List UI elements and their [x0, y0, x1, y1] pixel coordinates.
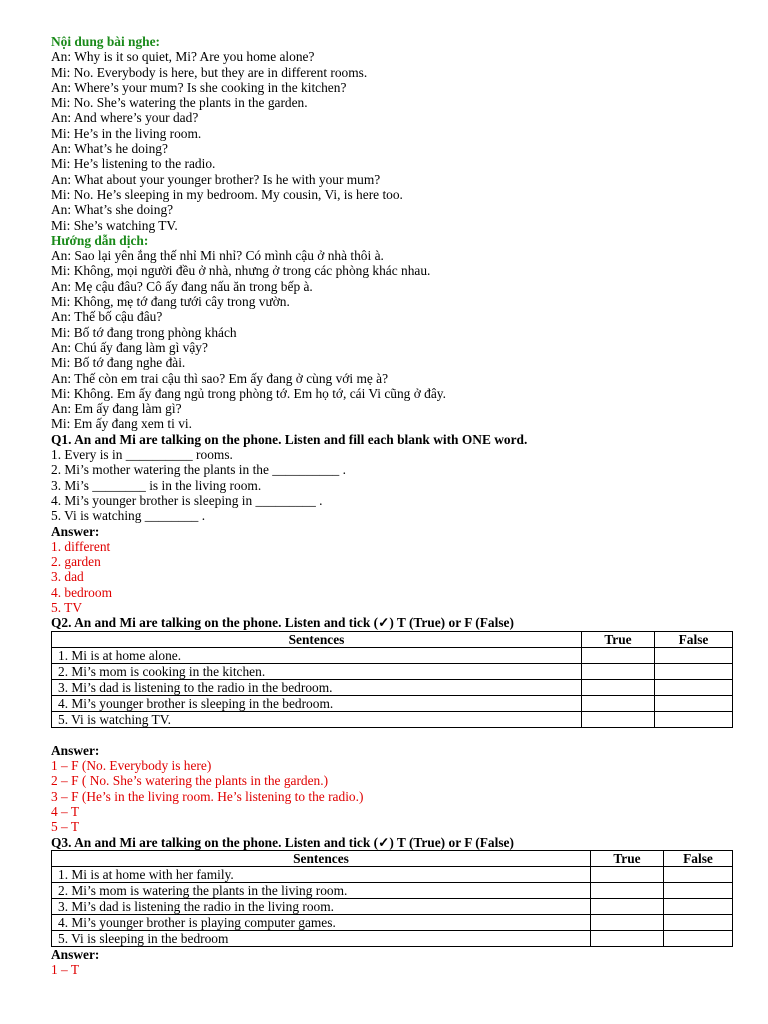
- sentence-cell: 4. Mi’s younger brother is sleeping in the bedroom.: [52, 695, 582, 711]
- transcript-line: Mi: He’s listening to the radio.: [51, 156, 216, 172]
- translation-line: Mi: Em ấy đang xem ti vi.: [51, 416, 192, 432]
- sentence-cell: 3. Mi’s dad is listening to the radio in the bedroom.: [52, 679, 582, 695]
- q1-answers: [51, 539, 733, 615]
- transcript-line: Mi: He’s in the living room.: [51, 125, 202, 141]
- transcript-line: An: What’s he doing?: [51, 141, 168, 157]
- transcript-line: Mi: No. He’s sleeping in my bedroom. My cousin, Vi, is here too.: [51, 186, 403, 202]
- q1-item: 4. Mi’s younger brother is sleeping in _________ .: [51, 492, 323, 508]
- translation-line: An: Thế còn em trai cậu thì sao? Em ấy đang ở cùng với mẹ à?: [51, 370, 389, 386]
- table-header-row: [52, 631, 733, 647]
- header-sentences: Sentences: [52, 631, 582, 647]
- false-cell[interactable]: [655, 695, 733, 711]
- header-true: True: [582, 631, 655, 647]
- header-sentences: Sentences: [52, 850, 591, 866]
- false-cell[interactable]: [655, 663, 733, 679]
- false-cell[interactable]: [664, 898, 733, 914]
- q2-answer: 4 – T: [51, 804, 80, 820]
- sentence-cell: 4. Mi’s younger brother is playing computer games.: [52, 914, 591, 930]
- q1-answer: 5. TV: [51, 599, 82, 615]
- false-cell[interactable]: [664, 882, 733, 898]
- false-cell[interactable]: [655, 647, 733, 663]
- q2-answer-label: Answer:: [51, 742, 100, 758]
- q3-table: [51, 850, 733, 947]
- sentence-cell: 2. Mi’s mom is watering the plants in the living room.: [52, 882, 591, 898]
- transcript-line: An: What about your younger brother? Is he with your mum?: [51, 171, 381, 187]
- transcript-line: An: And where’s your dad?: [51, 110, 199, 126]
- header-true: True: [591, 850, 664, 866]
- table-row: [52, 914, 733, 930]
- transcript-line: An: Where’s your mum? Is she cooking in the kitchen?: [51, 79, 347, 95]
- translation-line: An: Sao lại yên ắng thế nhỉ Mi nhỉ? Có mình cậu ở nhà thôi à.: [51, 248, 384, 264]
- translation-line: Mi: Bố tớ đang nghe đài.: [51, 355, 186, 371]
- q1-item: 2. Mi’s mother watering the plants in the __________ .: [51, 462, 346, 478]
- translation-line: Mi: Không, mọi người đều ở nhà, nhưng ở trong các phòng khác nhau.: [51, 263, 431, 279]
- document-page: [51, 34, 733, 978]
- sentence-cell: 3. Mi’s dad is listening the radio in the living room.: [52, 898, 591, 914]
- translation: [51, 248, 733, 432]
- true-cell[interactable]: [582, 663, 655, 679]
- false-cell[interactable]: [664, 930, 733, 946]
- sentence-cell: 1. Mi is at home with her family.: [52, 866, 591, 882]
- q2-answer: 1 – F (No. Everybody is here): [51, 758, 212, 774]
- translation-line: An: Em ấy đang làm gì?: [51, 401, 182, 417]
- table-row: [52, 647, 733, 663]
- sentence-cell: 5. Vi is watching TV.: [52, 711, 582, 727]
- table-row: [52, 695, 733, 711]
- translation-line: Mi: Không, mẹ tớ đang tưới cây trong vườn.: [51, 294, 290, 310]
- translation-line: Mi: Không. Em ấy đang ngủ trong phòng tớ. Em họ tớ, cái Vi cũng ở đây.: [51, 385, 446, 401]
- true-cell[interactable]: [591, 930, 664, 946]
- header-false: False: [664, 850, 733, 866]
- true-cell[interactable]: [591, 898, 664, 914]
- q3-answer-label: Answer:: [51, 946, 100, 962]
- q1-answer-label: Answer:: [51, 523, 100, 539]
- transcript-heading: Nội dung bài nghe:: [51, 34, 161, 49]
- q2-answers: [51, 758, 733, 834]
- q1-item: 1. Every is in __________ rooms.: [51, 447, 233, 463]
- true-cell[interactable]: [591, 914, 664, 930]
- q1-item: 3. Mi’s ________ is in the living room.: [51, 477, 262, 493]
- q3-answers: [51, 962, 733, 977]
- table-row: [52, 663, 733, 679]
- translation-line: Mi: Bố tớ đang trong phòng khách: [51, 324, 237, 340]
- transcript: [51, 49, 733, 233]
- table-row: [52, 711, 733, 727]
- q2-table: [51, 631, 733, 728]
- q1-answer: 1. different: [51, 538, 111, 554]
- translation-line: An: Thế bố cậu đâu?: [51, 309, 163, 325]
- false-cell[interactable]: [655, 711, 733, 727]
- table-row: [52, 866, 733, 882]
- q2-answer: 3 – F (He’s in the living room. He’s listening to the radio.): [51, 788, 364, 804]
- sentence-cell: 5. Vi is sleeping in the bedroom: [52, 930, 591, 946]
- header-false: False: [655, 631, 733, 647]
- transcript-line: An: What’s she doing?: [51, 202, 174, 218]
- spacer: [51, 728, 733, 743]
- transcript-line: Mi: No. She’s watering the plants in the garden.: [51, 95, 308, 111]
- translation-heading: Hướng dẫn dịch:: [51, 232, 149, 248]
- translation-line: An: Mẹ cậu đâu? Cô ấy đang nấu ăn trong bếp à.: [51, 278, 313, 294]
- q1-title: Q1. An and Mi are talking on the phone. Listen and fill each blank with ONE word.: [51, 431, 528, 447]
- table-row: [52, 882, 733, 898]
- table-header-row: [52, 850, 733, 866]
- q2-answer: 2 – F ( No. She’s watering the plants in the garden.): [51, 773, 329, 789]
- q2-answer: 5 – T: [51, 819, 80, 835]
- q3-title: Q3. An and Mi are talking on the phone. Listen and tick (✓) T (True) or F (False): [51, 834, 514, 850]
- q1-answer: 4. bedroom: [51, 584, 112, 600]
- table-row: [52, 679, 733, 695]
- transcript-line: Mi: She’s watching TV.: [51, 217, 178, 233]
- q1-answer: 2. garden: [51, 554, 101, 570]
- true-cell[interactable]: [582, 679, 655, 695]
- false-cell[interactable]: [655, 679, 733, 695]
- q2-title: Q2. An and Mi are talking on the phone. Listen and tick (✓) T (True) or F (False): [51, 615, 514, 631]
- sentence-cell: 1. Mi is at home alone.: [52, 647, 582, 663]
- true-cell[interactable]: [591, 866, 664, 882]
- true-cell[interactable]: [582, 647, 655, 663]
- true-cell[interactable]: [582, 711, 655, 727]
- false-cell[interactable]: [664, 866, 733, 882]
- sentence-cell: 2. Mi’s mom is cooking in the kitchen.: [52, 663, 582, 679]
- q1-answer: 3. dad: [51, 569, 84, 585]
- q1-item: 5. Vi is watching ________ .: [51, 508, 206, 524]
- transcript-line: An: Why is it so quiet, Mi? Are you home alone?: [51, 49, 315, 65]
- true-cell[interactable]: [582, 695, 655, 711]
- translation-line: An: Chú ấy đang làm gì vậy?: [51, 339, 208, 355]
- false-cell[interactable]: [664, 914, 733, 930]
- table-row: [52, 898, 733, 914]
- table-row: [52, 930, 733, 946]
- q1-items: [51, 447, 733, 523]
- q3-answer: 1 – T: [51, 962, 80, 978]
- true-cell[interactable]: [591, 882, 664, 898]
- transcript-line: Mi: No. Everybody is here, but they are in different rooms.: [51, 64, 368, 80]
